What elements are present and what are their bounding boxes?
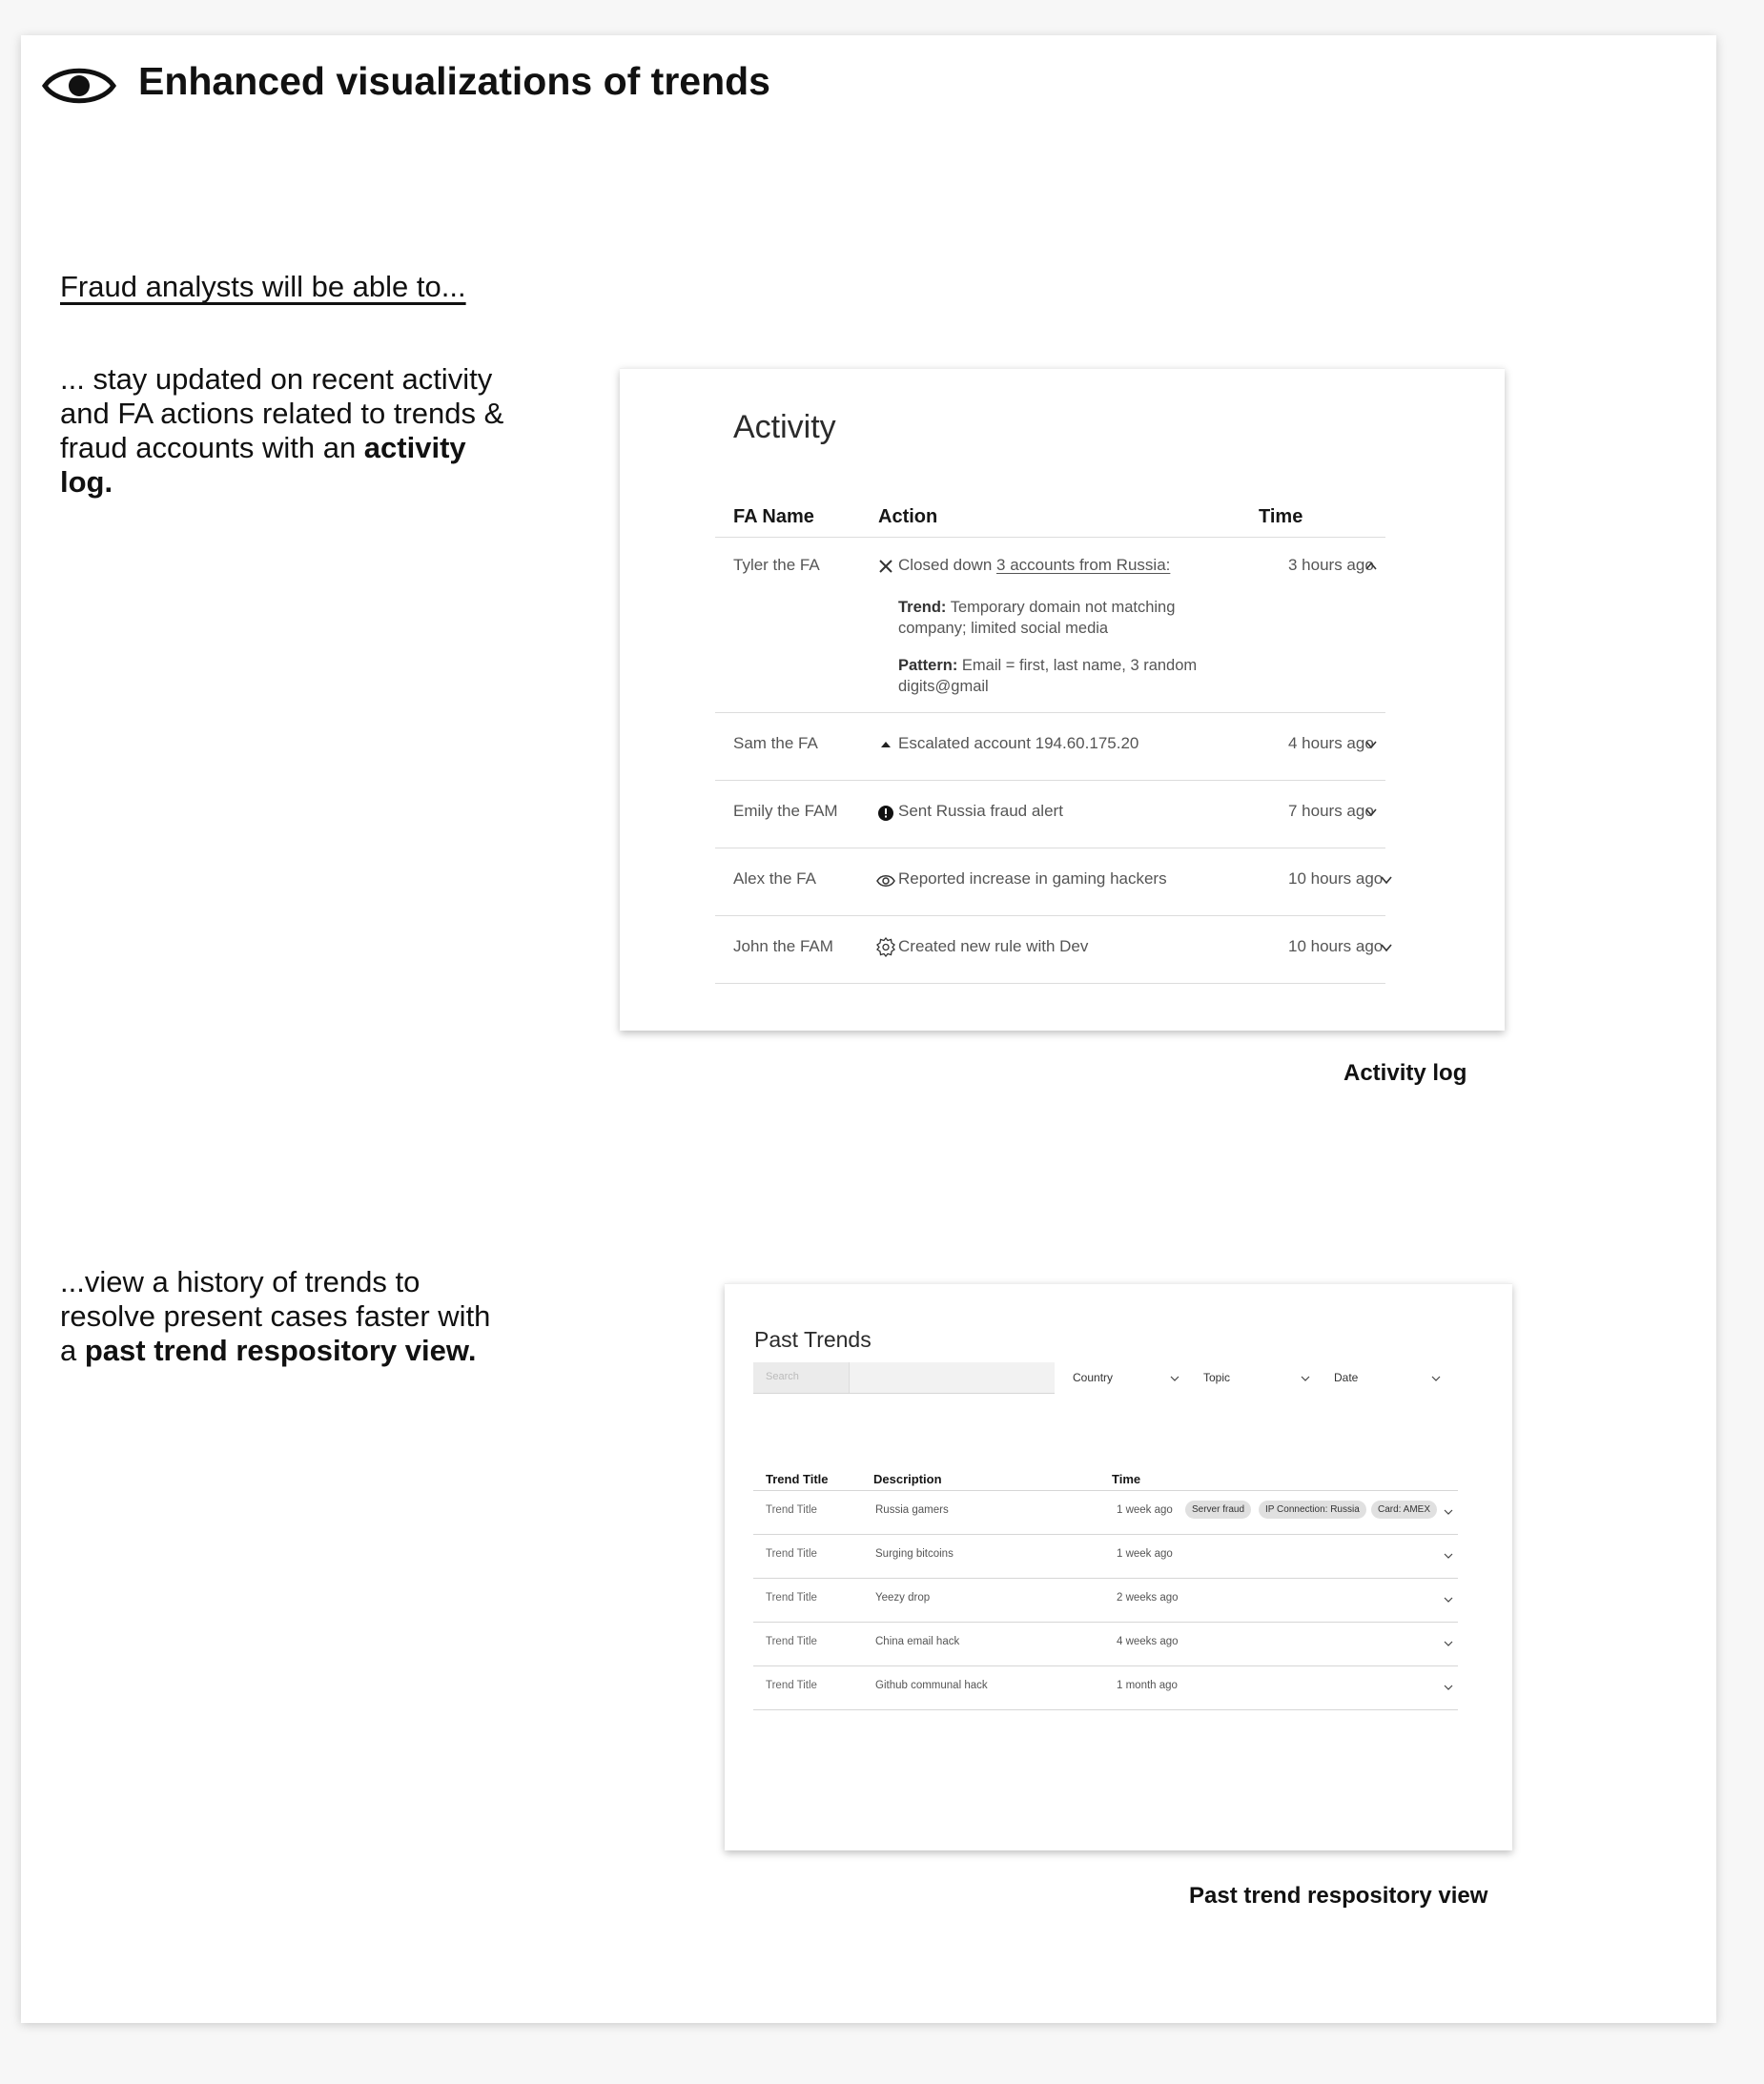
trend-description: China email hack xyxy=(875,1636,960,1647)
trend-title: Trend Title xyxy=(766,1548,817,1560)
row-divider xyxy=(753,1709,1458,1710)
gear-icon xyxy=(875,936,896,957)
trends-description-text: ...view a history of trends to resolve present cases faster with a xyxy=(60,1265,491,1367)
activity-row[interactable] xyxy=(715,537,1385,712)
trend-detail xyxy=(898,597,1222,639)
row-divider xyxy=(715,983,1385,984)
close-icon xyxy=(875,556,896,577)
trend-time: 4 weeks ago xyxy=(1117,1636,1179,1647)
fa-name: John the FAM xyxy=(733,937,833,955)
fa-name: Emily the FAM xyxy=(733,802,838,820)
past-trends-title: Past Trends xyxy=(754,1327,872,1352)
trend-title: Trend Title xyxy=(766,1504,817,1516)
activity-row[interactable] xyxy=(715,915,1385,983)
activity-description-text: ... stay updated on recent activity and FA actions related to trends & fraud accounts with an xyxy=(60,362,504,464)
action-time: 7 hours ago xyxy=(1288,802,1374,820)
column-header-fa-name: FA Name xyxy=(733,506,814,527)
action-text xyxy=(898,556,1170,575)
action-time: 10 hours ago xyxy=(1288,869,1384,888)
trend-time: 2 weeks ago xyxy=(1117,1592,1179,1604)
search-field-segment[interactable] xyxy=(753,1362,850,1393)
action-time: 3 hours ago xyxy=(1288,556,1374,574)
trend-title: Trend Title xyxy=(766,1592,817,1604)
chevron-down-icon[interactable] xyxy=(1444,1551,1453,1561)
trend-row[interactable] xyxy=(753,1534,1458,1578)
trend-description: Surging bitcoins xyxy=(875,1548,954,1560)
eye-icon xyxy=(41,61,117,111)
action-text: Created new rule with Dev xyxy=(898,937,1089,955)
trends-description-bold: past trend respository view. xyxy=(84,1334,477,1367)
trend-title: Trend Title xyxy=(766,1636,817,1647)
trend-description: Yeezy drop xyxy=(875,1592,931,1604)
date-dropdown[interactable] xyxy=(1334,1369,1441,1388)
intro-heading: Fraud analysts will be able to... xyxy=(60,270,466,303)
fa-name: Sam the FA xyxy=(733,734,818,752)
chevron-down-icon[interactable] xyxy=(1364,738,1378,751)
pattern-label: Pattern: xyxy=(898,657,958,674)
tag: IP Connection: Russia xyxy=(1259,1501,1366,1519)
topic-dropdown-label: Topic xyxy=(1203,1371,1231,1384)
action-time: 10 hours ago xyxy=(1288,937,1384,955)
trend-time: 1 week ago xyxy=(1117,1504,1173,1516)
accounts-link[interactable]: 3 accounts from Russia: xyxy=(996,556,1171,574)
trend-row[interactable] xyxy=(753,1578,1458,1622)
pattern-detail xyxy=(898,655,1222,697)
chevron-down-icon[interactable] xyxy=(1444,1595,1453,1604)
past-trends-caption: Past trend respository view xyxy=(1189,1883,1488,1909)
activity-row[interactable] xyxy=(715,712,1385,780)
activity-description-bold: activity log. xyxy=(60,431,466,499)
trend-row[interactable] xyxy=(753,1490,1458,1534)
date-dropdown-label: Date xyxy=(1334,1371,1359,1384)
trends-description xyxy=(60,1265,508,1368)
activity-row[interactable] xyxy=(715,780,1385,848)
trend-row[interactable] xyxy=(753,1665,1458,1709)
chevron-down-icon xyxy=(1170,1374,1179,1383)
chevron-down-icon xyxy=(1431,1374,1441,1383)
alert-icon xyxy=(875,802,896,823)
action-text: Sent Russia fraud alert xyxy=(898,802,1063,820)
topic-dropdown[interactable] xyxy=(1203,1369,1310,1388)
search-placeholder: Search xyxy=(766,1371,799,1382)
chevron-up-icon[interactable] xyxy=(1364,560,1378,573)
action-text: Escalated account 194.60.175.20 xyxy=(898,734,1139,752)
trend-row[interactable] xyxy=(753,1622,1458,1665)
trend-time: 1 week ago xyxy=(1117,1548,1173,1560)
chevron-down-icon[interactable] xyxy=(1380,941,1393,954)
eye-icon xyxy=(875,869,896,890)
action-prefix: Closed down xyxy=(898,556,997,574)
search-input[interactable] xyxy=(753,1362,1055,1394)
trend-label: Trend: xyxy=(898,599,947,616)
caret-up-icon xyxy=(875,734,896,755)
page-title: Enhanced visualizations of trends xyxy=(138,59,770,103)
activity-description xyxy=(60,362,508,500)
chevron-down-icon[interactable] xyxy=(1380,873,1393,887)
action-text: Reported increase in gaming hackers xyxy=(898,869,1167,888)
column-header-trend-title: Trend Title xyxy=(766,1472,829,1486)
column-header-time: Time xyxy=(1112,1472,1141,1486)
activity-log-caption: Activity log xyxy=(1344,1060,1467,1086)
column-header-description: Description xyxy=(873,1472,942,1486)
chevron-down-icon[interactable] xyxy=(1444,1683,1453,1692)
activity-title: Activity xyxy=(733,409,836,445)
chevron-down-icon[interactable] xyxy=(1444,1639,1453,1648)
trend-title: Trend Title xyxy=(766,1680,817,1691)
chevron-down-icon xyxy=(1301,1374,1310,1383)
column-header-action: Action xyxy=(878,506,938,527)
chevron-down-icon[interactable] xyxy=(1364,806,1378,819)
pattern-text: Email = first, last name, 3 random digits@gmail xyxy=(898,657,1198,695)
trend-text: Temporary domain not matching company; limited social media xyxy=(898,599,1176,637)
trend-description: Github communal hack xyxy=(875,1680,988,1691)
activity-row[interactable] xyxy=(715,848,1385,915)
fa-name: Alex the FA xyxy=(733,869,816,888)
action-time: 4 hours ago xyxy=(1288,734,1374,752)
country-dropdown-label: Country xyxy=(1073,1371,1114,1384)
country-dropdown[interactable] xyxy=(1073,1369,1179,1388)
trend-description: Russia gamers xyxy=(875,1504,949,1516)
fa-name: Tyler the FA xyxy=(733,556,820,574)
tag: Card: AMEX xyxy=(1371,1501,1437,1519)
column-header-time: Time xyxy=(1259,506,1303,527)
trend-time: 1 month ago xyxy=(1117,1680,1178,1691)
tag: Server fraud xyxy=(1185,1501,1251,1519)
chevron-down-icon[interactable] xyxy=(1444,1507,1453,1517)
